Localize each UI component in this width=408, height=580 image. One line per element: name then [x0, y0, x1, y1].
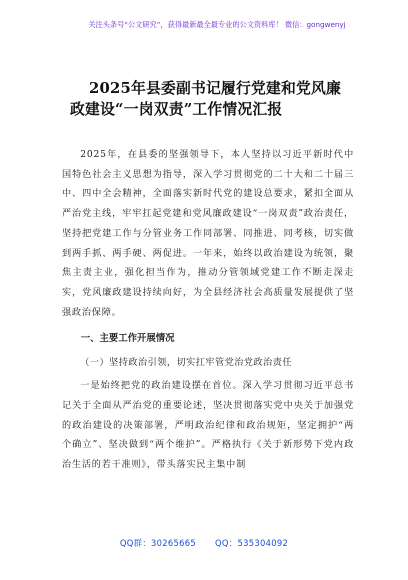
document-title	[62, 78, 354, 120]
subsection-paragraph-1: 一是始终把党的政治建设摆在首位。深入学习贯彻习近平总书记关于全面从严治党的重要论述，坚决贯彻落实党中央关于加强党的政治建设的决策部署，严明政治纪律和政治规矩，坚定拥护“两个确立”、坚决做到“两个维护”。严格执行《关于新形势下党内政治生活的若干准则》，带头落实民主集中制	[62, 381, 354, 471]
intro-paragraph: 2025年，在县委的坚强领导下，本人坚持以习近平新时代中国特色社会主义思想为指导，深入学习贯彻党的二十大和二十届三中、四中全会精神，全面落实新时代党的建设总要求，紧扣全面从严治党主线，牢牢扛起党建和党风廉政建设“一岗双责”政治责任，坚持把党建工作与分管业务工作同部署、同推进、同考核，切实做到两手抓、两手硬、两促进。一年来，始终以政治建设为统领，聚焦主责主业，强化担当作为，推动分管领域党建工作不断走深走实，党风廉政建设持续向好，为全县经济社会高质量发展提供了坚强政治保障。	[62, 150, 354, 318]
title-line-2: 政建设“一岗双责”工作情况汇报	[70, 101, 283, 118]
footer-qq: QQ：535304092	[215, 538, 289, 548]
title-line-1: 2025年县委副书记履行党建和党风廉	[89, 80, 341, 97]
section-heading-1: 一、主要工作开展情况	[80, 333, 175, 345]
document-body	[62, 78, 354, 476]
header-banner: 关注头条号“公文研究”，获得最新最全最专业的公文资料库！ 微信：gongwenyj	[88, 20, 346, 29]
footer-qq-group: QQ群：30265665	[119, 538, 197, 548]
subsection-heading-1: （一）坚持政治引领，切实扛牢管党治党政治责任	[80, 358, 293, 369]
footer-contact	[0, 537, 408, 549]
